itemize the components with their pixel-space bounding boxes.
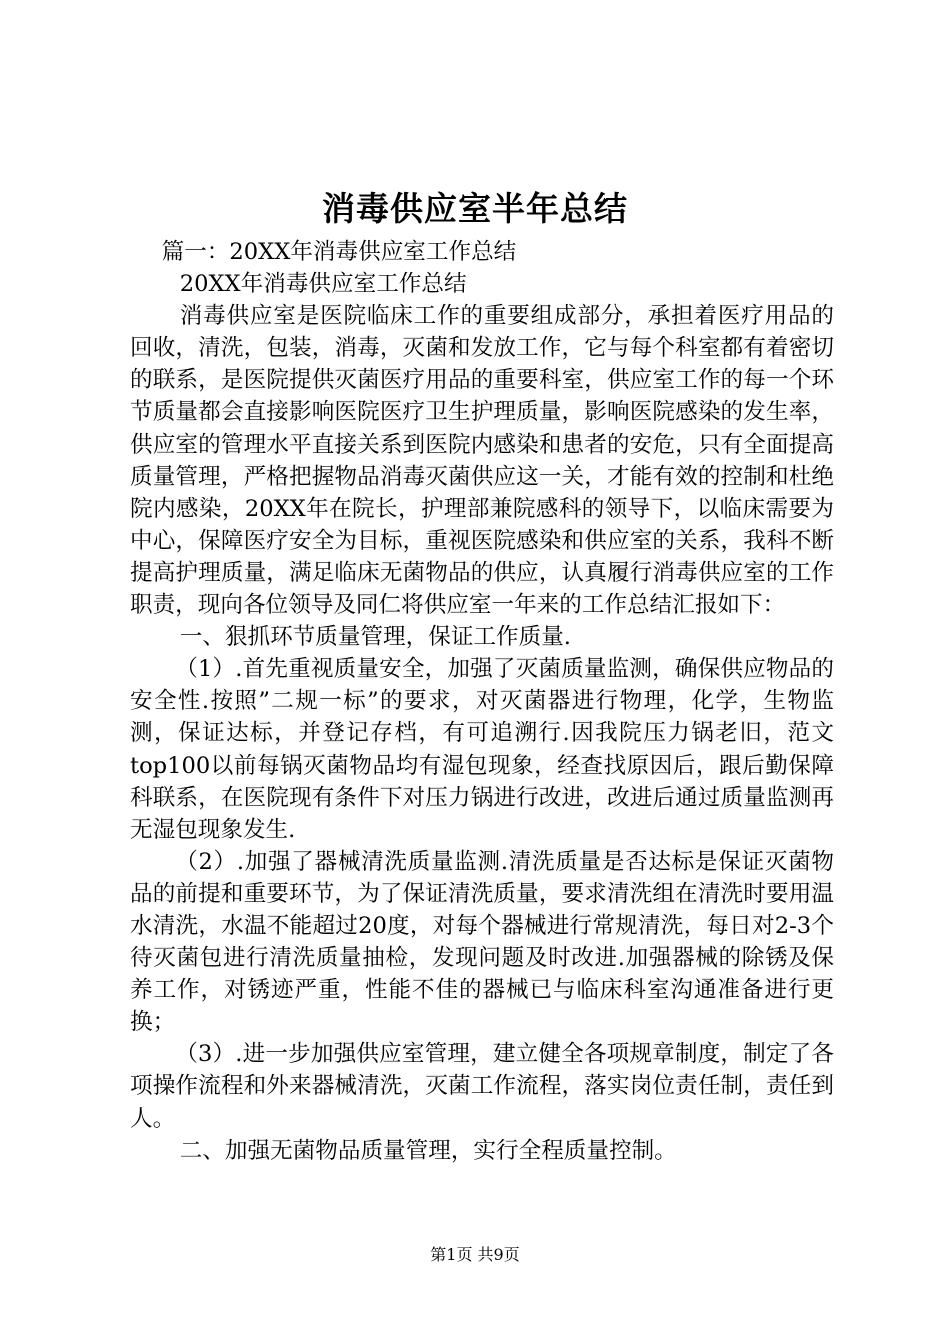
document-body [130,236,834,1167]
paragraph-section-two: 二、加强无菌物品质量管理，实行全程质量控制。 [179,1137,677,1164]
document-title: 消毒供应室半年总结 [322,189,628,228]
page-number-footer: 第1页 共9页 [430,1245,520,1264]
paragraph-intro: 消毒供应室是医院临床工作的重要组成部分，承担着医疗用品的回收，清洗，包装，消毒，灭菌和发放工作，它与每个科室都有着密切的联系，是医院提供灭菌医疗用品的重要科室，供应室工作的每一个环节质量都会直接影响医院医疗卫生护理质量，影响医院感染的发生率，供应室的管理水平直接关系到医院内感染和患者的安危，只有全面提高质量管理，严格把握物品消毒灭菌供应这一关，才能有效的控制和杜绝院内感染，20XX年在院长，护理部兼院感科的领导下，以临床需要为中心，保障医疗安全为目标，重视医院感染和供应室的关系，我科不断提高护理质量，满足临床无菌物品的供应，认真履行消毒供应室的工作职责，现向各位领导及同仁将供应室一年来的工作总结汇报如下： [130,303,834,619]
section-heading: 篇一：20XX年消毒供应室工作总结 [161,239,517,265]
paragraph-item-2: （2）.加强了器械清洗质量监测.清洗质量是否达标是保证灭菌物品的前提和重要环节，为了保证清洗质量，要求清洗组在清洗时要用温水清洗，水温不能超过20度，对每个器械进行常规清洗，每日对2-3个待灭菌包进行清洗质量抽检，发现问题及时改进.加强器械的除锈及保养工作，对锈迹严重，性能不佳的器械已与临床科室沟通准备进行更换； [130,848,834,1036]
paragraph-item-3: （3）.进一步加强供应室管理，建立健全各项规章制度，制定了各项操作流程和外来器械清洗，灭菌工作流程，落实岗位责任制，责任到人。 [130,1041,834,1132]
subheading: 20XX年消毒供应室工作总结 [179,271,467,298]
paragraph-section-one: 一、狠抓环节质量管理，保证工作质量. [179,624,571,651]
paragraph-item-1: （1）.首先重视质量安全，加强了灭菌质量监测，确保供应物品的安全性.按照”二规一标”的要求，对灭菌器进行物理，化学，生物监测，保证达标，并登记存档，有可追溯行.因我院压力锅老旧，范文top100以前每锅灭菌物品均有湿包现象，经查找原因后，跟后勤保障科联系，在医院现有条件下对压力锅进行改进，改进后通过质量监测再无湿包现象发生. [130,656,834,843]
